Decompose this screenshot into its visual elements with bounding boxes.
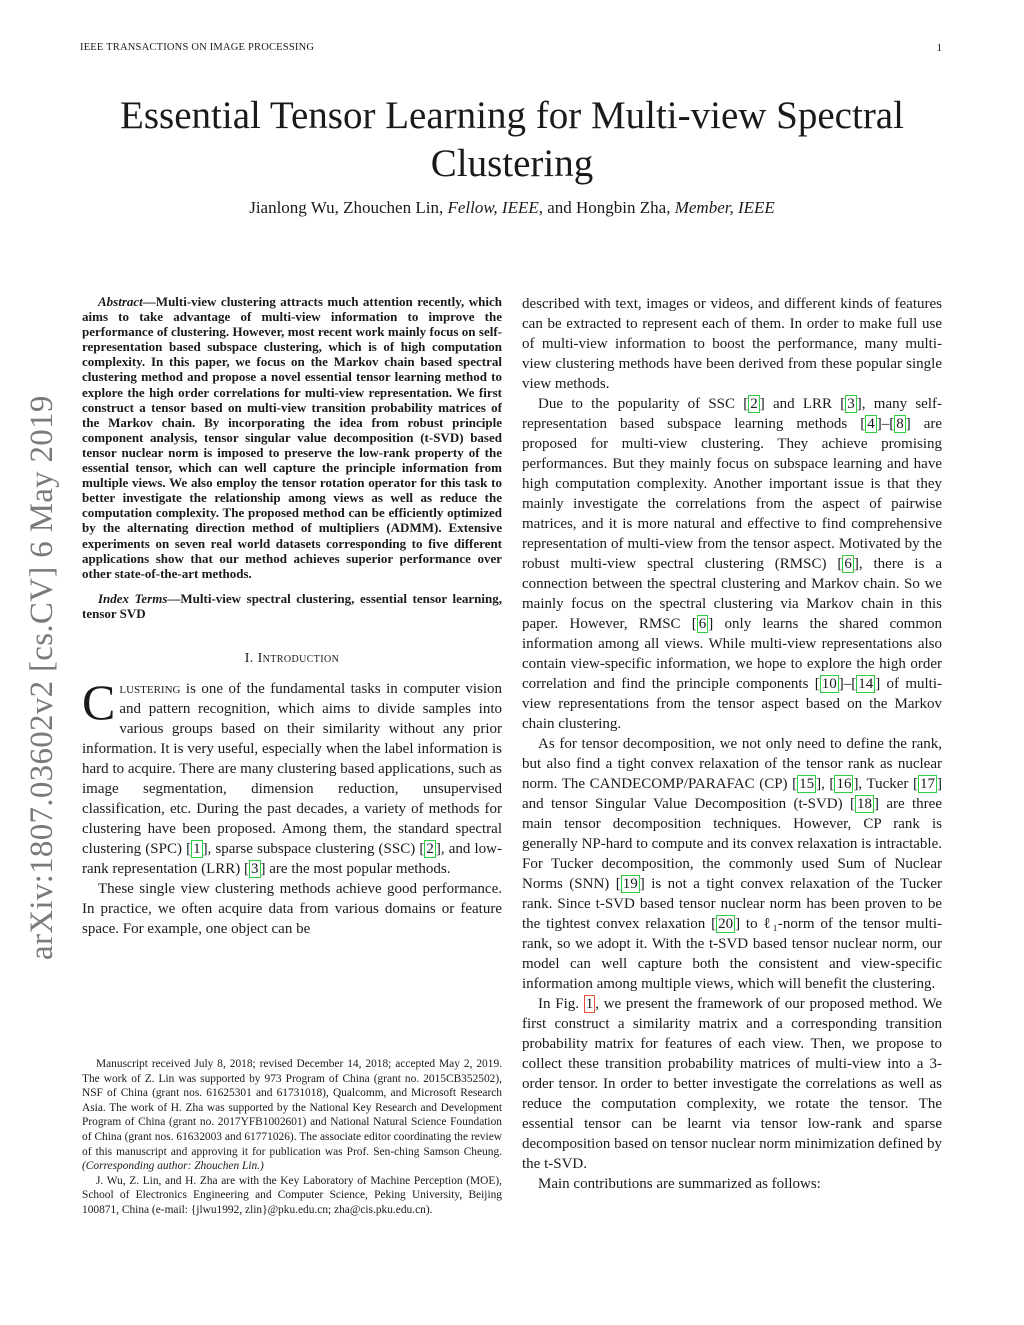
footnote-affiliation: J. Wu, Z. Lin, and H. Zha are with the Key Laboratory of Machine Perception (MOE), School of Electronics Engineering and Computer Science, Peking University, Beijing 100871, China (e-mail: {jlwu1992, zlin}@pku.edu.cn; zha@cis.pku.edu.cn).	[82, 1174, 502, 1216]
drop-cap: C	[82, 673, 116, 730]
body-text: ] and tensor Singular Value Decomposition (t-SVD) [	[522, 776, 942, 812]
intro-paragraph-1	[82, 673, 502, 879]
citation-link[interactable]: 6	[698, 616, 707, 632]
citation-link[interactable]: 2	[426, 840, 434, 857]
author-role-1: Fellow, IEEE,	[447, 198, 543, 217]
right-paragraph-5: Main contributions are summarized as follows:	[538, 1176, 821, 1192]
intro-text: is one of the fundamental tasks in computer vision and pattern recognition, which aims to divide samples into various groups based on their similarity without any prior information. It is very useful, especially when the label information is hard to acquire. There are many clustering based applications, such as image segmentation, dimension reduction, unsupervised classification, etc. During the past decades, a variety of methods for clustering have been proposed. Among them, the standard spectral clustering (SPC) [	[82, 680, 502, 857]
intro-paragraph-2: These single view clustering methods achieve good performance. In practice, we often acquire data from various domains or feature space. For example, one object can be	[82, 880, 502, 937]
body-text: ] is not a tight convex relaxation of the Tucker rank. Since t-SVD based tensor nuclear norm has been proven to be the tightest convex relaxation [	[522, 876, 943, 932]
author-line	[60, 198, 964, 218]
citation-link[interactable]: 20	[718, 916, 734, 932]
section-name: Introduction	[257, 650, 340, 666]
body-text: ] are proposed for multi-view clustering. They achieve promising performances. But they mainly focus on subspace learning and have high computation complexity. Another important issue is that they mainly investigate the correlations from the aspect of pairwise matrices, and it is more natural and effective to find comprehensive representation of multi-view from the tensor aspect. Motivated by the robust multi-view spectral clustering (RMSC) [	[522, 416, 943, 572]
arxiv-identifier: arXiv:1807.03602v2 [cs.CV] 6 May 2019	[24, 395, 60, 960]
body-text: ] to ℓ₁-norm of the tensor multi-rank, so we adopt it. With the t-SVD based tensor nuclear norm, our model can well capture both the consistent and view-specific information among multiple views, which will benefit the clustering.	[522, 916, 942, 992]
footnotes	[82, 1057, 502, 1218]
citation-link[interactable]: 18	[856, 796, 872, 812]
body-text: ] of multi-view representations from the tensor aspect based on the Markov chain clustering.	[522, 676, 942, 732]
author-role-2: Member, IEEE	[674, 198, 775, 217]
body-text: , we present the framework of our proposed method. We first construct a similarity matrix and a corresponding transition probability matrix for features of each view. Then, we propose to collect these transition probability matrices of multi-view into a 3-order tensor. In order to better investigate the correlations as well as reduce the computation complexity, we rotate the tensor. The essential tensor can be learnt via tensor low-rank and sparse decomposition based on tensor nuclear norm minimization defined by the t-SVD.	[522, 996, 942, 1172]
right-paragraph-4	[522, 994, 942, 1174]
right-paragraph-1: described with text, images or videos, and different kinds of features can be extracted to represent each of them. In order to make full use of multi-view information to boost the performance, many multi-view clustering methods have been derived from these popular single view methods.	[522, 296, 942, 392]
citation-link[interactable]: 10	[821, 676, 837, 692]
figure-link[interactable]: 1	[585, 996, 594, 1012]
paper-title: Essential Tensor Learning for Multi-view Spectral Clustering	[120, 94, 904, 185]
citation-link[interactable]: 3	[251, 860, 259, 877]
page-number: 1	[936, 42, 942, 54]
body-text: In Fig.	[538, 996, 584, 1012]
citation-link[interactable]: 15	[799, 776, 815, 792]
corresponding-author: (Corresponding author: Zhouchen Lin.)	[82, 1160, 264, 1173]
body-text: ], there is a connection between the spectral clustering and Markov chain. So we mainly focus on the spectral clustering via Markov chain in this paper. However, RMSC [	[522, 556, 942, 632]
citation-link[interactable]: 1	[193, 840, 201, 857]
body-text: As for tensor decomposition, we not only need to define the rank, but also find a tight convex relaxation of the tensor rank as nuclear norm. The CANDECOMP/PARAFAC (CP) [	[522, 736, 942, 792]
footnote-text: Manuscript received July 8, 2018; revised December 14, 2018; accepted May 2, 2019. The work of Z. Lin was supported by 973 Program of China (grant no. 2015CB352502), NSF of China (grant nos. 61625301 and 61731018), Qualcomm, and Microsoft Research Asia. The work of H. Zha was supported by the National Key Research and Development Program of China (grant no. 2017YFB1002601) and National Natural Science Foundation of China (grant nos. 61632003 and 61771026). The associate editor coordinating the review of this manuscript and approving it for publication was Prof. Sen-ching Samson Cheung.	[82, 1058, 502, 1158]
journal-header: IEEE TRANSACTIONS ON IMAGE PROCESSING	[80, 42, 315, 53]
right-paragraph-3	[522, 734, 942, 994]
body-text: Due to the popularity of SSC [	[538, 396, 749, 412]
citation-link[interactable]: 3	[847, 396, 855, 412]
abstract-text: —Multi-view clustering attracts much attention recently, which aims to take advantage of multi-view information to improve the performance of clustering. However, most recent work mainly focus on self-representation based subspace clustering, which is of high computation complexity. In this paper, we focus on the Markov chain based spectral clustering method and propose a novel essential tensor learning method to explore the high order correlations for multi-view representation. We first construct a tensor based on multi-view transition probability matrices of the Markov chain. By incorporating the idea from robust principle component analysis, tensor singular value decomposition (t-SVD) based tensor nuclear norm is imposed to preserve the low-rank property of the essential tensor, which can well capture the principle information from multiple views. We also employ the tensor rotation operator for this task to better investigate the relationship among views as well as reduce the computation complexity. The proposed method can be efficiently optimized by the alternating direction method of multipliers (ADMM). Extensive experiments on seven real world datasets corresponding to five different applications show that our method achieves superior performance over other state-of-the-art methods.	[82, 294, 502, 581]
body-text: ], Tucker [	[853, 776, 918, 792]
right-column	[522, 294, 942, 1194]
intro-text: ] are the most popular methods.	[260, 860, 451, 877]
citation-link[interactable]: 8	[896, 416, 904, 432]
citation-link[interactable]: 2	[750, 396, 758, 412]
right-paragraph-2	[522, 394, 942, 734]
citation-link[interactable]: 19	[622, 876, 638, 892]
index-terms-text: —Multi-view spectral clustering, essential tensor learning, tensor SVD	[82, 590, 502, 621]
index-terms	[82, 591, 502, 621]
citation-link[interactable]: 16	[836, 776, 852, 792]
body-text: ]–[	[876, 416, 895, 432]
body-text: ]–[	[838, 676, 857, 692]
index-terms-lead: Index Terms	[98, 590, 168, 606]
body-text: ], many self-representation based subspace learning methods [	[522, 396, 942, 432]
section-heading-introduction	[82, 651, 502, 667]
citation-link[interactable]: 4	[867, 416, 875, 432]
citation-link[interactable]: 14	[858, 676, 874, 692]
intro-text: ], sparse subspace clustering (SSC) [	[202, 840, 425, 857]
body-text: ] are three main tensor decomposition techniques. However, CP rank is generally NP-hard to compute and its convex relaxation is intractable. For Tucker decomposition, the commonly used Sum of Nuclear Norms (SNN) [	[522, 796, 942, 892]
author-names-2: and Hongbin Zha,	[542, 198, 675, 217]
intro-text: ], and low-rank representation (LRR) [	[82, 840, 502, 877]
body-text: ], [	[816, 776, 835, 792]
citation-link[interactable]: 17	[920, 776, 935, 792]
body-text: ] and LRR [	[759, 396, 846, 412]
section-number: I.	[244, 650, 258, 666]
abstract-lead: Abstract	[98, 294, 143, 309]
left-column	[82, 294, 502, 939]
author-names-1: Jianlong Wu, Zhouchen Lin,	[249, 198, 448, 217]
body-text: ] only learns the shared common information among all views. While multi-view representations also contain view-specific information, we hope to explore the high order correlation and find the principle components [	[522, 616, 942, 692]
abstract	[82, 294, 502, 581]
footnote-manuscript	[82, 1057, 502, 1174]
citation-link[interactable]: 6	[844, 556, 852, 572]
drop-cap-rest: lustering	[119, 680, 181, 697]
